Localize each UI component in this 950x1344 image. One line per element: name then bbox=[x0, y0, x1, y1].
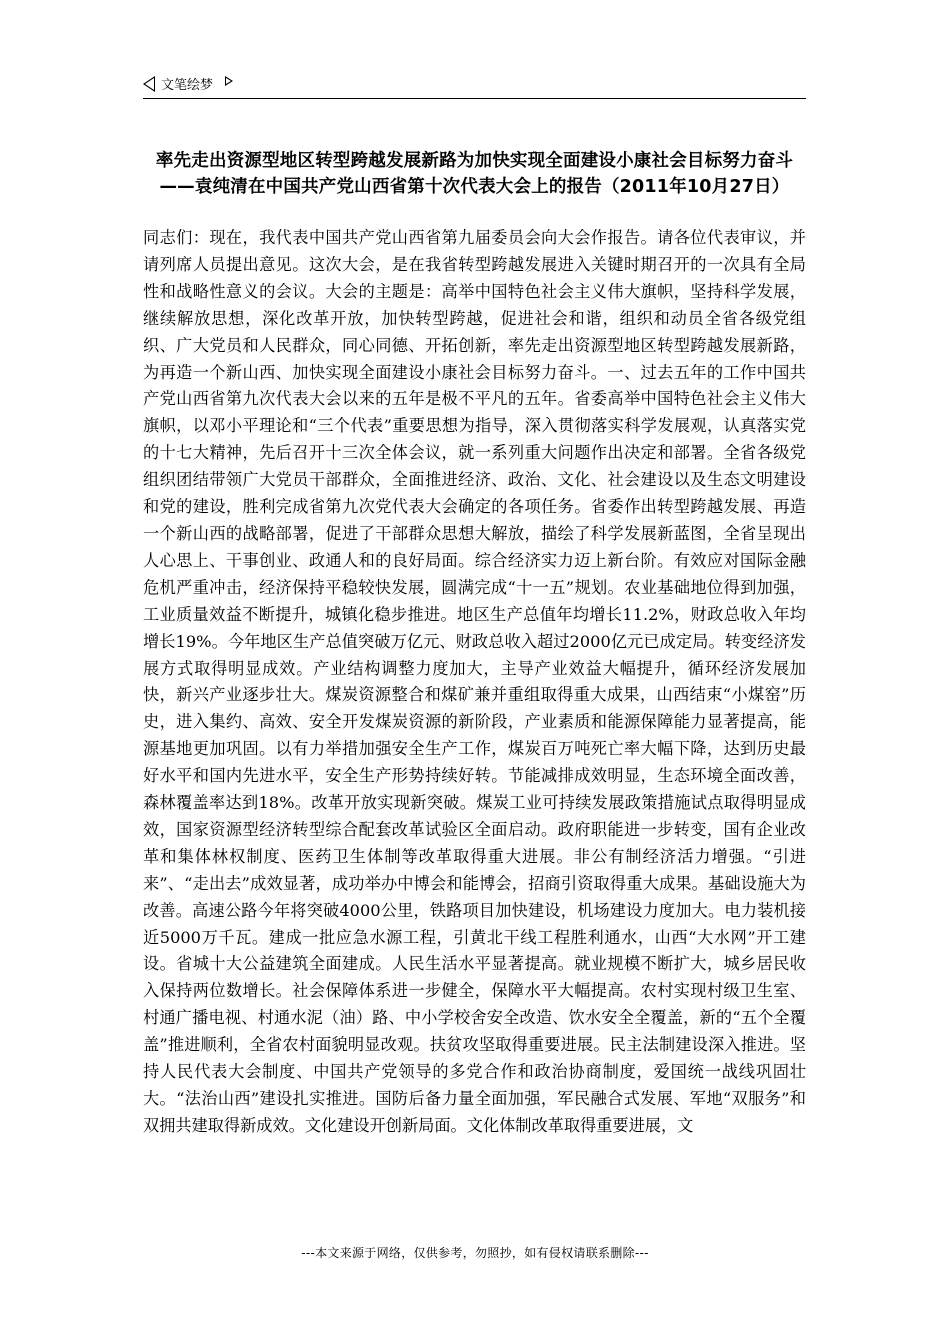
footer-notice: ---本文来源于网络，仅供参考，勿照抄，如有侵权请联系删除--- bbox=[301, 1246, 649, 1260]
left-triangle-icon bbox=[143, 76, 155, 92]
brand-label: 文笔绘梦 bbox=[161, 78, 214, 93]
document-body: 同志们：现在，我代表中国共产党山西省第九届委员会向大会作报告。请各位代表审议，并请列席人员提出意见。这次大会，是在我省转型跨越发展进入关键时期召开的一次具有全局性和战略性意义的会议。大会的主题是：高举中国特色社会主义伟大旗帜，坚持科学发展，继续解放思想，深化改革开放，加快转型跨越，促进社会和谐，组织和动员全省各级党组织、广大党员和人民群众，同心同德、开拓创新，率先走出资源型地区转型跨越发展新路，为再造一个新山西、加快实现全面建设小康社会目标努力奋斗。一、过去五年的工作中国共产党山西省第九次代表大会以来的五年是极不平凡的五年。省委高举中国特色社会主义伟大旗帜，以邓小平理论和“三个代表”重要思想为指导，深入贯彻落实科学发展观，认真落实党的十七大精神，先后召开十三次全体会议，就一系列重大问题作出决定和部署。全省各级党组织团结带领广大党员干部群众，全面推进经济、政治、文化、社会建设以及生态文明建设和党的建设，胜利完成省第九次党代表大会确定的各项任务。省委作出转型跨越发展、再造一个新山西的战略部署，促进了干部群众思想大解放，描绘了科学发展新蓝图，全省呈现出人心思上、干事创业、政通人和的良好局面。综合经济实力迈上新台阶。有效应对国际金融危机严重冲击，经济保持平稳较快发展，圆满完成“十一五”规划。农业基础地位得到加强，工业质量效益不断提升，城镇化稳步推进。地区生产总值年均增长11.2%，财政总收入年均增长19%。今年地区生产总值突破万亿元、财政总收入超过2000亿元已成定局。转变经济发展方式取得明显成效。产业结构调整力度加大，主导产业效益大幅提升，循环经济发展加快，新兴产业逐步壮大。煤炭资源整合和煤矿兼并重组取得重大成果，山西结束“小煤窑”历史，进入集约、高效、安全开发煤炭资源的新阶段，产业素质和能源保障能力显著提高，能源基地更加巩固。以有力举措加强安全生产工作，煤炭百万吨死亡率大幅下降，达到历史最好水平和国内先进水平，安全生产形势持续好转。节能减排成效明显，生态环境全面改善，森林覆盖率达到18%。改革开放实现新突破。煤炭工业可持续发展政策措施试点取得明显成效，国家资源型经济转型综合配套改革试验区全面启动。政府职能进一步转变，国有企业改革和集体林权制度、医药卫生体制等改革取得重大进展。非公有制经济活力增强。“引进来”、“走出去”成效显著，成功举办中博会和能博会，招商引资取得重大成果。基础设施大为改善。高速公路今年将突破4000公里，铁路项目加快建设，机场建设力度加大。电力装机接近5000万千瓦。建成一批应急水源工程，引黄北干线工程胜利通水，山西“大水网”开工建设。省城十大公益建筑全面建成。人民生活水平显著提高。就业规模不断扩大，城乡居民收入保持两位数增长。社会保障体系进一步健全，保障水平大幅提高。农村实现村级卫生室、村通广播电视、村通水泥（油）路、中小学校舍安全改造、饮水安全全覆盖，新的“五个全覆盖”推进顺利，全省农村面貌明显改观。扶贫攻坚取得重要进展。民主法制建设深入推进。坚持人民代表大会制度、中国共产党领导的多党合作和政治协商制度，爱国统一战线巩固壮大。“法治山西”建设扎实推进。国防后备力量全面加强，军民融合式发展、军地“双服务”和双拥共建取得新成效。文化建设开创新局面。文化体制改革取得重要进展，文 bbox=[143, 228, 806, 1135]
document-title: 率先走出资源型地区转型跨越发展新路为加快实现全面建设小康社会目标努力奋斗——袁纯清在中国共产党山西省第十次代表大会上的报告（2011年10月27日） bbox=[155, 151, 794, 197]
right-triangle-icon bbox=[225, 76, 233, 86]
page-header bbox=[143, 72, 806, 99]
brand bbox=[143, 74, 233, 93]
